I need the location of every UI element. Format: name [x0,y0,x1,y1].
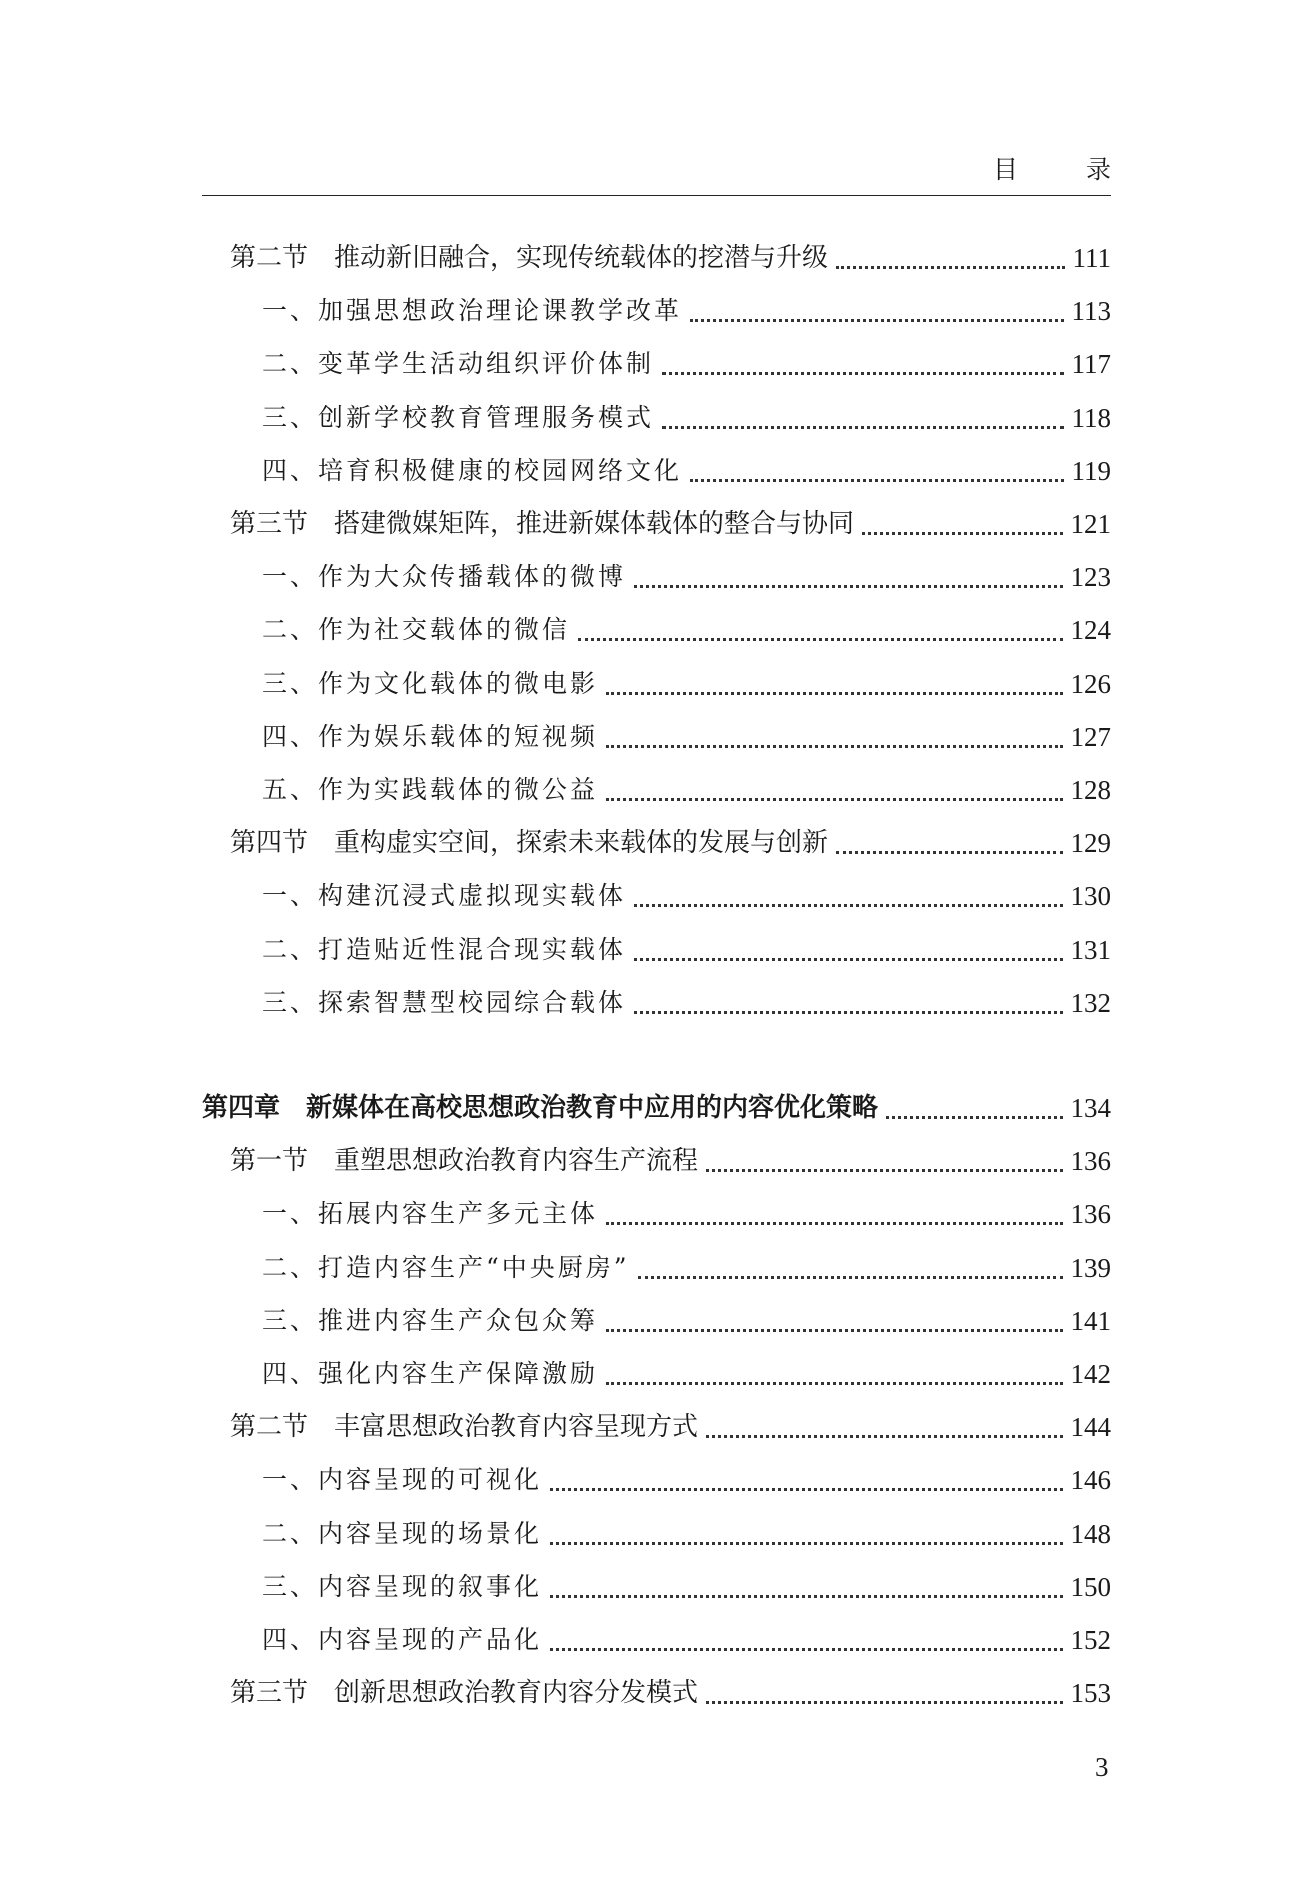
toc-entry-title: 五、作为实践载体的微公益 [262,775,599,804]
toc-item-entry[interactable] [262,1512,1111,1556]
toc-entry-page: 117 [1071,349,1111,380]
toc-entry-title: 一、内容呈现的可视化 [262,1465,543,1495]
toc-entry-title: 三、推进内容生产众包众筹 [262,1305,599,1335]
dot-leader [862,532,1062,535]
dot-leader [606,745,1062,748]
toc-entry-page: 134 [1070,1093,1111,1123]
toc-entry-page: 124 [1070,615,1111,646]
toc-entry-title: 第三节 搭建微媒矩阵，推进新媒体载体的整合与协同 [230,509,855,539]
dot-leader [690,319,1063,322]
toc-entry-title: 二、内容呈现的场景化 [262,1518,543,1548]
toc-entry-page: 118 [1071,402,1111,433]
dot-leader [706,1435,1062,1438]
toc-section-entry[interactable] [230,1405,1111,1449]
toc-entry-title: 第三节 创新思想政治教育内容分发模式 [230,1678,699,1709]
toc-entry-title: 二、变革学生活动组织评价体制 [262,349,655,379]
toc-entry-title: 三、创新学校教育管理服务模式 [262,402,655,432]
toc-entry-title: 四、培育积极健康的校园网络文化 [262,455,683,485]
toc-item-entry[interactable] [262,555,1111,599]
dot-leader [606,1382,1062,1385]
toc-item-entry[interactable] [262,449,1111,493]
toc-item-entry[interactable] [262,1246,1111,1290]
toc-entry-title: 一、拓展内容生产多元主体 [262,1199,599,1229]
toc-item-entry[interactable] [262,1458,1111,1502]
toc-entry-title: 三、作为文化载体的微电影 [262,668,599,698]
toc-entry-title: 一、构建沉浸式虚拟现实载体 [262,881,627,911]
dot-leader [886,1116,1062,1119]
toc-entry-title: 三、内容呈现的叙事化 [262,1571,543,1601]
toc-item-entry[interactable] [262,662,1111,706]
dot-leader [634,1011,1062,1014]
toc-entry-page: 132 [1070,987,1111,1018]
toc-entry-title: 二、打造内容生产“中央厨房” [262,1252,630,1282]
toc-entry-page: 128 [1070,775,1111,805]
toc-entry-page: 129 [1070,828,1111,859]
dot-leader [638,1276,1063,1279]
dot-leader [662,372,1063,375]
dot-leader [706,1169,1062,1172]
header-rule [202,195,1111,196]
toc-item-entry[interactable] [262,1299,1111,1343]
toc-entry-page: 142 [1070,1359,1111,1389]
toc-entry-page: 127 [1070,721,1111,752]
toc-entry-page: 139 [1070,1252,1111,1283]
toc-entry-page: 121 [1070,509,1111,539]
toc-entry-page: 136 [1070,1199,1111,1230]
toc-entry-page: 131 [1070,934,1111,965]
toc-entry-title: 四、内容呈现的产品化 [262,1625,543,1654]
toc-chapter-entry[interactable] [202,1086,1111,1130]
toc-item-entry[interactable] [262,874,1111,918]
toc-section-entry[interactable] [230,821,1111,865]
toc-entry-page: 146 [1070,1465,1111,1496]
dot-leader [550,1488,1062,1491]
toc-entry-page: 136 [1070,1146,1111,1177]
dot-leader [836,266,1064,269]
toc-item-entry[interactable] [262,342,1111,386]
toc-entry-title: 二、作为社交载体的微信 [262,615,571,645]
toc-entry-page: 123 [1070,562,1111,593]
toc-section-entry[interactable] [230,1139,1111,1183]
toc-item-entry[interactable] [262,289,1111,333]
toc-entry-title: 四、强化内容生产保障激励 [262,1359,599,1388]
toc-entry-title: 二、打造贴近性混合现实载体 [262,934,627,964]
toc-entry-title: 第一节 重塑思想政治教育内容生产流程 [230,1146,699,1177]
running-head-title: 目 录 [993,155,1141,184]
toc-item-entry[interactable] [262,396,1111,440]
toc-item-entry[interactable] [262,1192,1111,1236]
dot-leader [662,426,1063,429]
toc-entry-page: 130 [1070,881,1111,912]
toc-entry-title: 三、探索智慧型校园综合载体 [262,987,627,1017]
dot-leader [606,1222,1062,1225]
toc-item-entry[interactable] [262,1565,1111,1609]
dot-leader [634,958,1062,961]
dot-leader [606,798,1062,801]
toc-entry-title: 第二节 丰富思想政治教育内容呈现方式 [230,1412,699,1443]
toc-entry-page: 111 [1072,243,1111,273]
toc-entry-page: 152 [1070,1625,1111,1655]
toc-section-entry[interactable] [230,236,1111,280]
dot-leader [836,851,1062,854]
dot-leader [634,585,1062,588]
toc-item-entry[interactable] [262,928,1111,972]
toc-item-entry[interactable] [262,981,1111,1025]
toc-entry-page: 153 [1070,1678,1111,1709]
dot-leader [550,1648,1062,1651]
toc-entry-title: 一、加强思想政治理论课教学改革 [262,296,683,326]
toc-entry-page: 144 [1070,1412,1111,1443]
toc-entry-page: 119 [1071,455,1111,486]
toc-item-entry[interactable] [262,1352,1111,1396]
toc-entry-title: 第四节 重构虚实空间，探索未来载体的发展与创新 [230,828,829,859]
toc-item-entry[interactable] [262,608,1111,652]
toc-entry-page: 126 [1070,668,1111,699]
page-number: 3 [1095,1752,1109,1782]
toc-section-entry[interactable] [230,1671,1111,1715]
toc-item-entry[interactable] [262,1618,1111,1662]
toc-entry-title: 第四章 新媒体在高校思想政治教育中应用的内容优化策略 [202,1093,879,1123]
toc-item-entry[interactable] [262,715,1111,759]
toc-entry-page: 150 [1070,1571,1111,1602]
dot-leader [606,692,1062,695]
toc-entry-page: 113 [1071,296,1111,327]
toc-entry-title: 一、作为大众传播载体的微博 [262,562,627,592]
toc-item-entry[interactable] [262,768,1111,812]
dot-leader [606,1329,1062,1332]
dot-leader [550,1542,1062,1545]
dot-leader [578,638,1062,641]
toc-entry-title: 四、作为娱乐载体的短视频 [262,721,599,751]
toc-entry-page: 141 [1070,1305,1111,1336]
dot-leader [634,904,1062,907]
toc-section-entry[interactable] [230,502,1111,546]
toc-entry-page: 148 [1070,1518,1111,1549]
dot-leader [706,1701,1062,1704]
dot-leader [690,479,1063,482]
dot-leader [550,1595,1062,1598]
toc-entry-title: 第二节 推动新旧融合，实现传统载体的挖潜与升级 [230,243,829,273]
